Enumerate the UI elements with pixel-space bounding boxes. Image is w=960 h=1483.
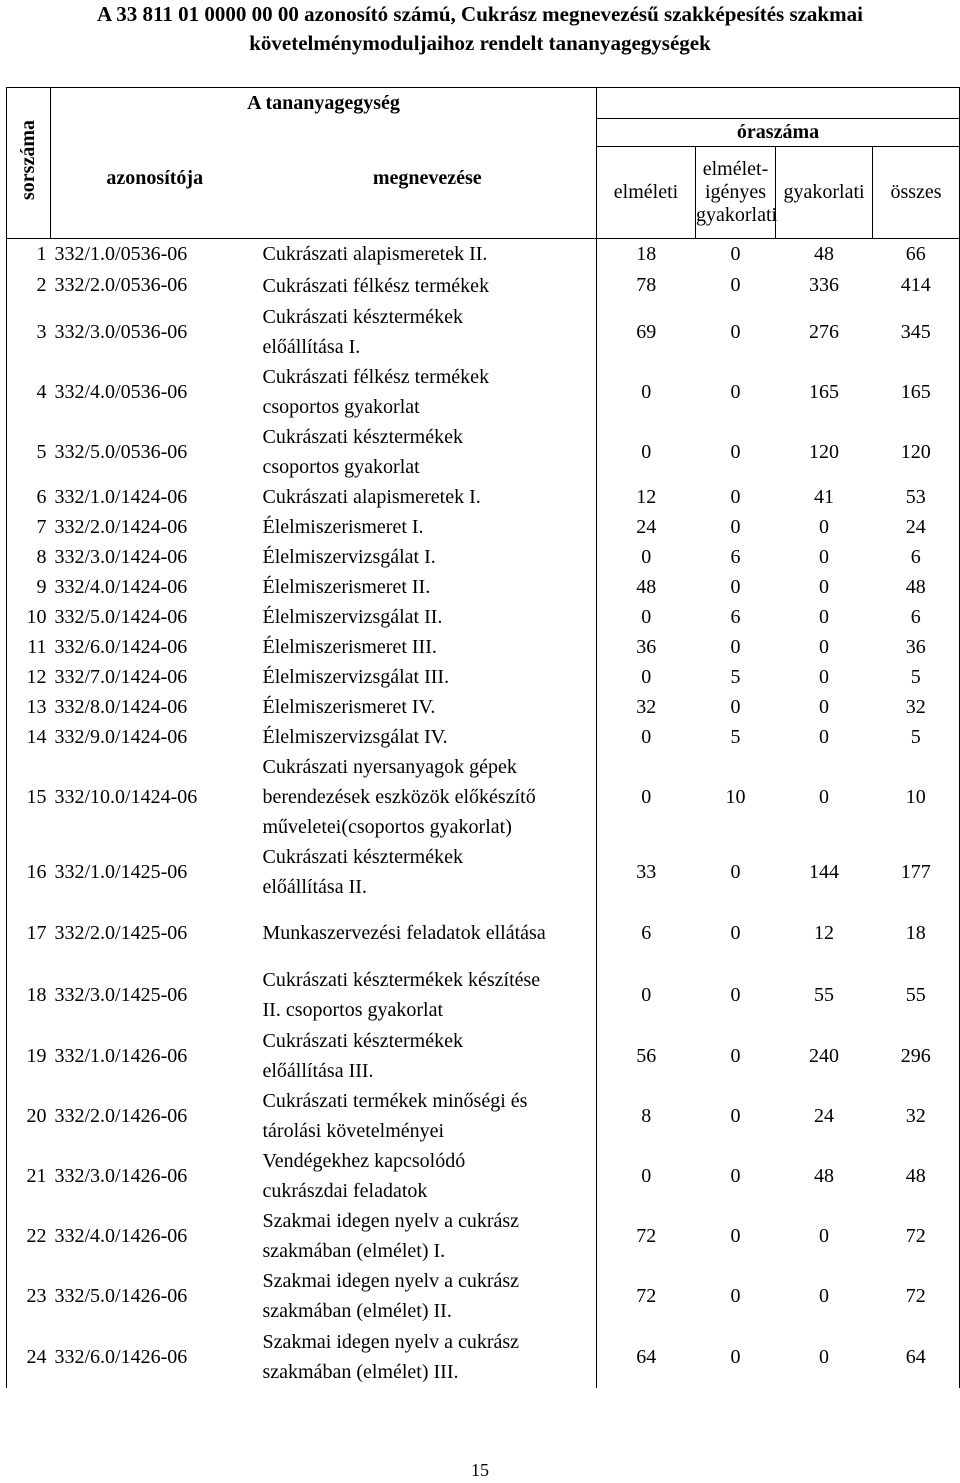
row-name-line: Vendégekhez kapcsolódó — [262, 1150, 466, 1172]
row-osszes: 6 — [873, 542, 960, 572]
table-row — [7, 752, 960, 842]
row-elmeleti: 48 — [597, 572, 696, 602]
row-elmeleti: 33 — [597, 842, 696, 902]
row-name — [259, 269, 597, 302]
row-osszes: 55 — [873, 964, 960, 1026]
row-name-line: Cukrászati alapismeretek I. — [262, 486, 481, 508]
row-elmeletigenyes: 0 — [730, 485, 741, 508]
row-name — [259, 752, 597, 842]
row-gyakorlati: 0 — [819, 635, 830, 658]
row-elmeletigenyes: 0 — [730, 921, 741, 944]
row-name — [259, 662, 597, 692]
row-gyakorlati: 55 — [814, 983, 835, 1006]
row-name-line: tárolási követelményei — [262, 1120, 445, 1142]
row-name — [259, 482, 597, 512]
row-id: 332/7.0/1424-06 — [54, 665, 188, 688]
row-elmeletigenyes: 0 — [730, 515, 741, 538]
row-name — [259, 632, 597, 662]
row-gyakorlati: 48 — [814, 1164, 835, 1187]
row-id: 332/1.0/1426-06 — [54, 1044, 188, 1067]
row-elmeleti: 0 — [597, 422, 696, 482]
title-line-2: követelménymoduljaihoz rendelt tananyagegységek — [249, 31, 711, 55]
row-number: 15 — [7, 752, 51, 842]
table-row — [7, 1266, 960, 1326]
row-osszes: 10 — [873, 752, 960, 842]
row-id: 332/5.0/0536-06 — [54, 440, 188, 463]
row-name — [259, 302, 597, 362]
row-gyakorlati: 276 — [809, 320, 840, 343]
row-id: 332/3.0/1425-06 — [54, 983, 188, 1006]
row-number: 22 — [7, 1206, 51, 1266]
row-elmeleti: 8 — [597, 1086, 696, 1146]
page-number: 15 — [471, 1460, 489, 1480]
row-gyakorlati: 144 — [809, 860, 840, 883]
row-id: 332/9.0/1424-06 — [54, 725, 188, 748]
row-number: 16 — [7, 842, 51, 902]
row-id: 332/2.0/1424-06 — [54, 515, 188, 538]
row-gyakorlati: 0 — [819, 515, 830, 538]
row-elmeleti: 0 — [597, 542, 696, 572]
row-osszes: 64 — [873, 1326, 960, 1388]
row-number: 2 — [7, 269, 51, 302]
row-name-line: Cukrászati késztermékek — [262, 846, 463, 868]
row-name-line: Cukrászati alapismeretek II. — [262, 243, 488, 265]
row-id: 332/4.0/1424-06 — [54, 575, 188, 598]
row-elmeleti: 56 — [597, 1026, 696, 1086]
row-name — [259, 1206, 597, 1266]
row-name — [259, 422, 597, 482]
row-osszes: 5 — [873, 722, 960, 752]
row-name — [259, 1146, 597, 1206]
row-gyakorlati: 12 — [814, 921, 835, 944]
row-osszes: 48 — [873, 1146, 960, 1206]
table-row — [7, 362, 960, 422]
row-name-line: Élelmiszervizsgálat IV. — [262, 726, 448, 748]
row-osszes: 18 — [873, 902, 960, 964]
row-gyakorlati: 0 — [819, 1345, 830, 1368]
row-elmeletigenyes: 0 — [730, 440, 741, 463]
table-row — [7, 964, 960, 1026]
row-number: 24 — [7, 1326, 51, 1388]
header-elmeletigenyes-gyakorlati: elmélet- igényes gyakorlati — [696, 147, 776, 239]
row-name-line: Cukrászati termékek minőségi és — [262, 1090, 528, 1112]
row-name — [259, 722, 597, 752]
row-osszes: 5 — [873, 662, 960, 692]
row-name-line: szakmában (elmélet) III. — [262, 1361, 459, 1383]
row-elmeleti: 78 — [597, 269, 696, 302]
row-elmeletigenyes: 6 — [730, 545, 741, 568]
header-osszes: összes — [873, 147, 960, 239]
row-number: 14 — [7, 722, 51, 752]
row-id: 332/3.0/1426-06 — [54, 1164, 188, 1187]
row-gyakorlati: 0 — [819, 665, 830, 688]
row-name — [259, 512, 597, 542]
row-number: 10 — [7, 602, 51, 632]
row-name-line: Cukrászati késztermékek készítése — [262, 969, 541, 991]
row-name — [259, 902, 597, 964]
row-name-line: Élelmiszerismeret IV. — [262, 696, 436, 718]
row-elmeleti: 0 — [597, 722, 696, 752]
table-row — [7, 482, 960, 512]
table-row — [7, 602, 960, 632]
row-elmeleti: 0 — [597, 752, 696, 842]
row-elmeleti: 64 — [597, 1326, 696, 1388]
row-gyakorlati: 0 — [819, 575, 830, 598]
row-elmeletigenyes: 5 — [730, 725, 741, 748]
row-gyakorlati: 0 — [819, 605, 830, 628]
table-row — [7, 1026, 960, 1086]
header-megnevezese: megnevezése — [259, 119, 597, 239]
row-name-line: csoportos gyakorlat — [262, 396, 420, 418]
table-row — [7, 1206, 960, 1266]
row-osszes: 36 — [873, 632, 960, 662]
row-id: 332/2.0/1426-06 — [54, 1104, 188, 1127]
row-number: 18 — [7, 964, 51, 1026]
table-row — [7, 542, 960, 572]
table-row — [7, 572, 960, 602]
row-elmeleti: 6 — [597, 902, 696, 964]
row-elmeletigenyes: 0 — [730, 242, 741, 265]
table-row — [7, 269, 960, 302]
table-row — [7, 632, 960, 662]
row-elmeletigenyes: 0 — [730, 380, 741, 403]
row-number: 21 — [7, 1146, 51, 1206]
row-elmeletigenyes: 0 — [730, 274, 741, 296]
header-elmeleti: elméleti — [597, 147, 696, 239]
row-gyakorlati: 48 — [814, 242, 835, 265]
row-name-line: csoportos gyakorlat — [262, 456, 420, 478]
row-number: 11 — [7, 632, 51, 662]
row-name-line: Cukrászati késztermékek — [262, 1030, 463, 1052]
row-name-line: Szakmai idegen nyelv a cukrász — [262, 1210, 520, 1232]
row-number: 13 — [7, 692, 51, 722]
row-osszes: 53 — [873, 482, 960, 512]
row-elmeletigenyes: 10 — [725, 785, 746, 808]
row-elmeletigenyes: 0 — [730, 320, 741, 343]
row-id: 332/2.0/1425-06 — [54, 921, 188, 944]
row-name-line: előállítása III. — [262, 1060, 374, 1082]
row-id: 332/5.0/1426-06 — [54, 1284, 188, 1307]
row-elmeletigenyes: 0 — [730, 1044, 741, 1067]
table-row — [7, 1326, 960, 1388]
row-elmeleti: 18 — [597, 239, 696, 270]
row-osszes: 6 — [873, 602, 960, 632]
row-name-line: szakmában (elmélet) II. — [262, 1300, 452, 1322]
row-name-line: Élelmiszerismeret I. — [262, 516, 424, 538]
row-osszes: 345 — [873, 302, 960, 362]
row-name-line: cukrászdai feladatok — [262, 1180, 428, 1202]
row-elmeletigenyes: 0 — [730, 1345, 741, 1368]
row-elmeletigenyes: 0 — [730, 575, 741, 598]
row-gyakorlati: 336 — [809, 274, 840, 296]
row-number: 20 — [7, 1086, 51, 1146]
row-number: 5 — [7, 422, 51, 482]
row-name — [259, 842, 597, 902]
row-number: 9 — [7, 572, 51, 602]
row-elmeleti: 0 — [597, 964, 696, 1026]
table-row — [7, 512, 960, 542]
row-name — [259, 1266, 597, 1326]
row-gyakorlati: 165 — [809, 380, 840, 403]
row-name — [259, 1326, 597, 1388]
row-elmeleti: 72 — [597, 1266, 696, 1326]
row-number: 17 — [7, 902, 51, 964]
document-title — [0, 0, 960, 58]
header-oraszama: óraszáma — [597, 119, 960, 147]
row-gyakorlati: 0 — [819, 1284, 830, 1307]
row-name-line: Cukrászati nyersanyagok gépek — [262, 756, 517, 778]
row-osszes: 72 — [873, 1266, 960, 1326]
row-elmeletigenyes: 0 — [730, 695, 741, 718]
row-name — [259, 1086, 597, 1146]
row-gyakorlati: 0 — [819, 1224, 830, 1247]
row-elmeleti: 0 — [597, 662, 696, 692]
row-osszes: 72 — [873, 1206, 960, 1266]
row-osszes: 414 — [873, 269, 960, 302]
table-row — [7, 842, 960, 902]
row-number: 7 — [7, 512, 51, 542]
row-name — [259, 572, 597, 602]
row-elmeletigenyes: 0 — [730, 1164, 741, 1187]
row-gyakorlati: 41 — [814, 485, 835, 508]
row-osszes: 24 — [873, 512, 960, 542]
row-elmeleti: 0 — [597, 362, 696, 422]
table-row — [7, 1086, 960, 1146]
row-gyakorlati: 24 — [814, 1104, 835, 1127]
row-name-line: Cukrászati késztermékek — [262, 426, 463, 448]
row-gyakorlati: 0 — [819, 695, 830, 718]
row-osszes: 177 — [873, 842, 960, 902]
row-elmeleti: 32 — [597, 692, 696, 722]
row-id: 332/6.0/1424-06 — [54, 635, 188, 658]
title-line-1: A 33 811 01 0000 00 00 azonosító számú, Cukrász megnevezésű szakképesítés szakmai — [97, 2, 863, 26]
row-name — [259, 239, 597, 270]
row-id: 332/4.0/1426-06 — [54, 1224, 188, 1247]
row-gyakorlati: 120 — [809, 440, 840, 463]
row-elmeleti: 36 — [597, 632, 696, 662]
row-elmeletigenyes: 0 — [730, 983, 741, 1006]
row-name-line: Cukrászati félkész termékek — [262, 366, 490, 388]
row-elmeletigenyes: 6 — [730, 605, 741, 628]
row-osszes: 120 — [873, 422, 960, 482]
row-number: 1 — [7, 239, 51, 270]
row-osszes: 296 — [873, 1026, 960, 1086]
row-id: 332/5.0/1424-06 — [54, 605, 188, 628]
table-row — [7, 239, 960, 270]
row-name — [259, 964, 597, 1026]
row-osszes: 48 — [873, 572, 960, 602]
row-name — [259, 602, 597, 632]
row-elmeletigenyes: 0 — [730, 1284, 741, 1307]
row-elmeleti: 69 — [597, 302, 696, 362]
row-number: 8 — [7, 542, 51, 572]
table-row — [7, 422, 960, 482]
row-name-line: műveletei(csoportos gyakorlat) — [262, 816, 512, 838]
row-osszes: 165 — [873, 362, 960, 422]
row-number: 3 — [7, 302, 51, 362]
row-elmeleti: 12 — [597, 482, 696, 512]
row-name-line: Cukrászati késztermékek — [262, 306, 463, 328]
row-elmeleti: 72 — [597, 1206, 696, 1266]
row-name-line: Élelmiszerismeret II. — [262, 576, 431, 598]
header-azonositoja: azonosítója — [51, 119, 259, 239]
row-id: 332/1.0/1425-06 — [54, 860, 188, 883]
table-row — [7, 722, 960, 752]
table-row — [7, 1146, 960, 1206]
row-elmeletigenyes: 0 — [730, 1224, 741, 1247]
curriculum-table — [6, 87, 960, 1388]
row-name-line: Cukrászati félkész termékek — [262, 274, 490, 297]
row-osszes: 66 — [873, 239, 960, 270]
row-id: 332/2.0/0536-06 — [54, 274, 188, 296]
row-elmeletigenyes: 0 — [730, 1104, 741, 1127]
row-name-line: Munkaszervezési feladatok ellátása — [262, 922, 546, 944]
row-id: 332/10.0/1424-06 — [54, 785, 198, 808]
row-id: 332/1.0/0536-06 — [54, 242, 188, 265]
header-tananyagegyseg: A tananyagegység — [51, 88, 597, 119]
row-name — [259, 542, 597, 572]
row-gyakorlati: 0 — [819, 545, 830, 568]
table-row — [7, 692, 960, 722]
row-name-line: előállítása II. — [262, 876, 367, 898]
row-osszes: 32 — [873, 1086, 960, 1146]
row-name-line: Élelmiszerismeret III. — [262, 636, 437, 658]
row-name-line: Élelmiszervizsgálat III. — [262, 666, 450, 688]
row-osszes: 32 — [873, 692, 960, 722]
row-id: 332/3.0/1424-06 — [54, 545, 188, 568]
row-elmeletigenyes: 5 — [730, 665, 741, 688]
table-row — [7, 302, 960, 362]
row-gyakorlati: 240 — [809, 1044, 840, 1067]
row-name-line: Élelmiszervizsgálat I. — [262, 546, 436, 568]
row-name — [259, 1026, 597, 1086]
row-number: 19 — [7, 1026, 51, 1086]
header-gyakorlati: gyakorlati — [776, 147, 873, 239]
row-gyakorlati: 0 — [819, 725, 830, 748]
row-id: 332/6.0/1426-06 — [54, 1345, 188, 1368]
row-name-line: szakmában (elmélet) I. — [262, 1240, 446, 1262]
row-number: 23 — [7, 1266, 51, 1326]
row-id: 332/8.0/1424-06 — [54, 695, 188, 718]
row-elmeleti: 0 — [597, 1146, 696, 1206]
row-name-line: Szakmai idegen nyelv a cukrász — [262, 1331, 520, 1353]
row-name-line: Élelmiszervizsgálat II. — [262, 606, 443, 628]
table-body — [7, 239, 960, 1389]
row-elmeletigenyes: 0 — [730, 635, 741, 658]
row-id: 332/1.0/1424-06 — [54, 485, 188, 508]
row-name-line: Szakmai idegen nyelv a cukrász — [262, 1270, 520, 1292]
row-number: 6 — [7, 482, 51, 512]
row-name-line: II. csoportos gyakorlat — [262, 999, 444, 1021]
row-gyakorlati: 0 — [819, 785, 830, 808]
header-sorszama: sorszáma — [7, 88, 51, 239]
row-name — [259, 362, 597, 422]
row-name-line: berendezések eszközök előkészítő — [262, 786, 536, 808]
table-row — [7, 662, 960, 692]
row-elmeletigenyes: 0 — [730, 860, 741, 883]
row-id: 332/3.0/0536-06 — [54, 320, 188, 343]
row-number: 4 — [7, 362, 51, 422]
row-id: 332/4.0/0536-06 — [54, 380, 188, 403]
row-number: 12 — [7, 662, 51, 692]
row-elmeleti: 0 — [597, 602, 696, 632]
row-name — [259, 692, 597, 722]
row-name-line: előállítása I. — [262, 336, 361, 358]
table-row — [7, 902, 960, 964]
row-elmeleti: 24 — [597, 512, 696, 542]
